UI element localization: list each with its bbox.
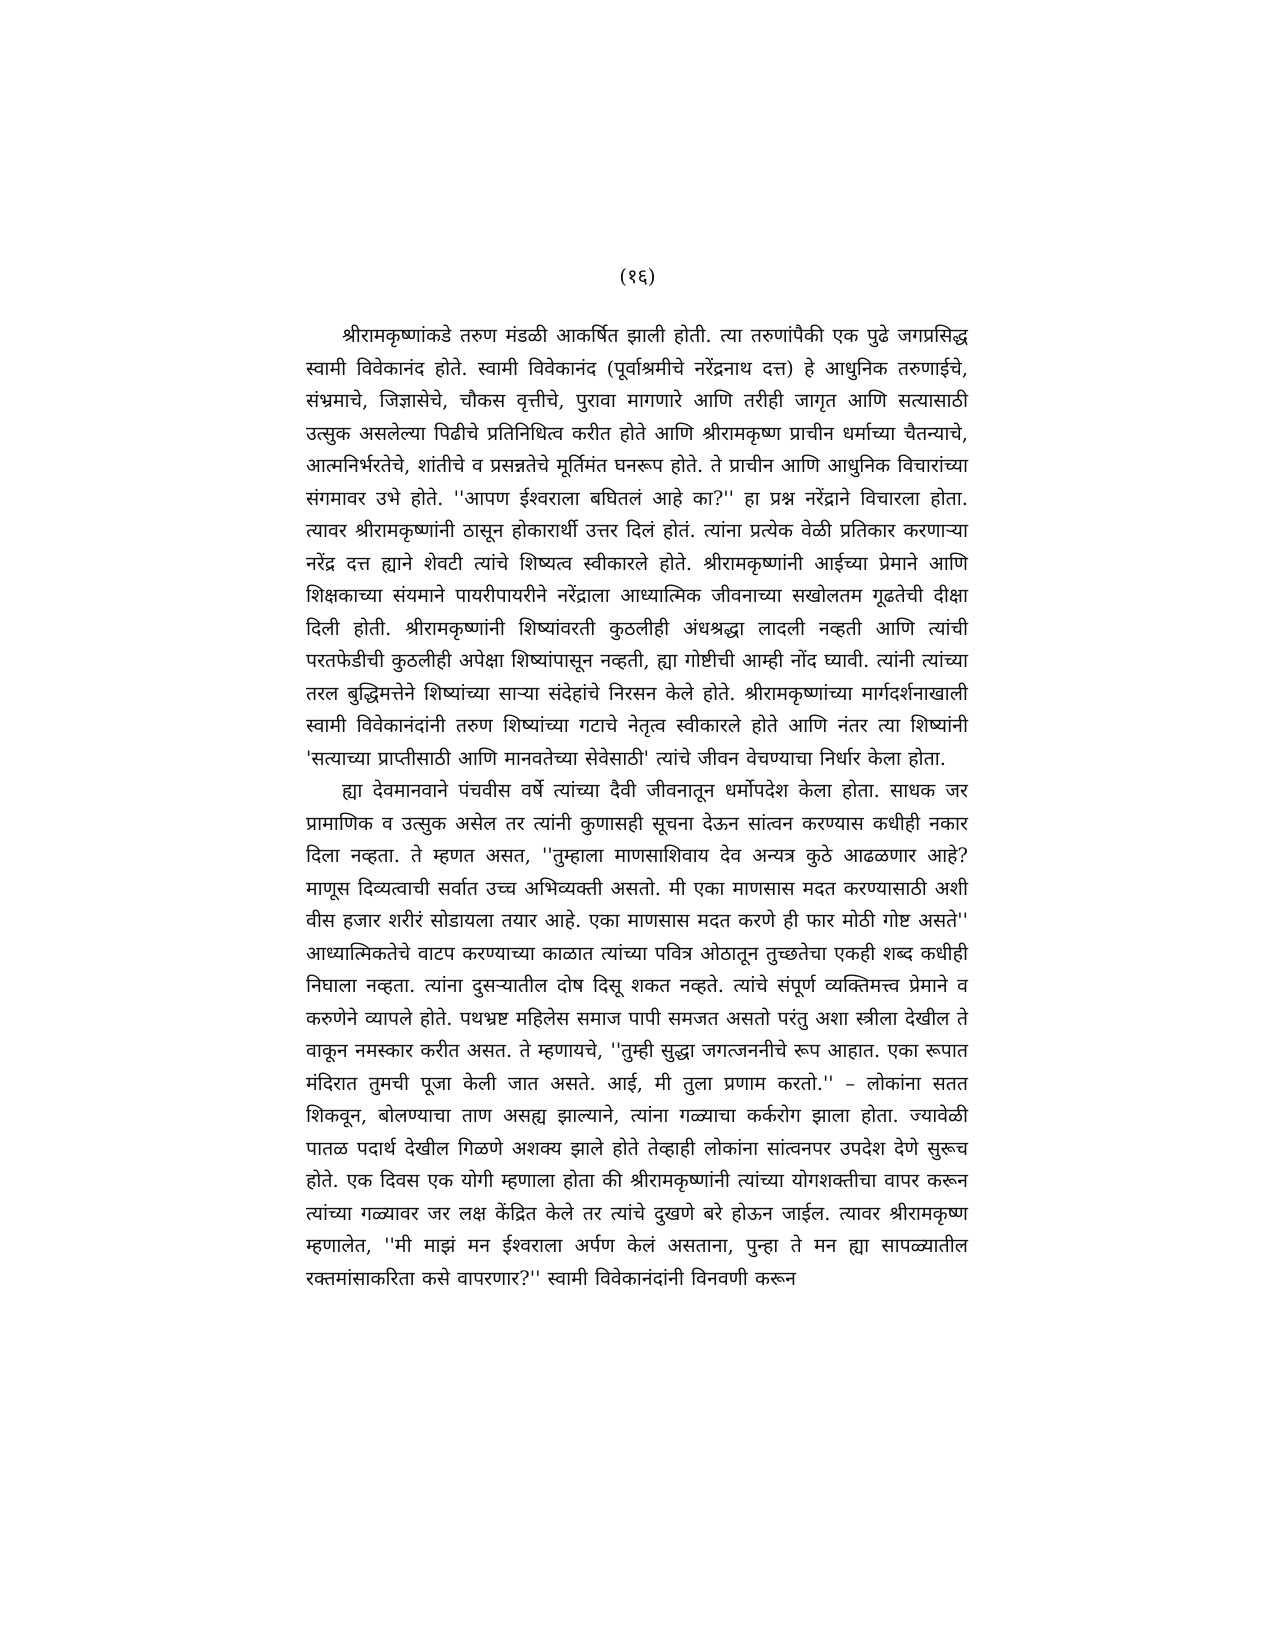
paragraph: श्रीरामकृष्णांकडे तरुण मंडळी आकर्षित झाली होती. त्या तरुणांपैकी एक पुढे जगप्रसिद्ध स्वामी विवेकानंद होते. स्वामी विवेकानंद (पूर्वाश्रमीचे नरेंद्रनाथ दत्त) हे आधुनिक तरुणाईचे, संभ्रमाचे, जिज्ञासेचे, चौकस वृत्तीचे, पुरावा मागणारे आणि तरीही जागृत आणि सत्यासाठी उत्सुक असलेल्या पिढीचे प्रतिनिधित्व करीत होते आणि श्रीरामकृष्ण प्राचीन धर्माच्या चैतन्याचे, आत्मनिर्भरतेचे, शांतीचे व प्रसन्नतेचे मूर्तिमंत घनरूप होते. ते प्राचीन आणि आधुनिक विचारांच्या संगमावर उभे होते. ''आपण ईश्वराला बघितलं आहे का?'' हा प्रश्न नरेंद्राने विचारला होता. त्यावर श्रीरामकृष्णांनी ठासून होकारार्थी उत्तर दिलं होतं. त्यांना प्रत्येक वेळी प्रतिकार करणाऱ्या नरेंद्र दत्त ह्याने शेवटी त्यांचे शिष्यत्व स्वीकारले होते. श्रीरामकृष्णांनी आईच्या प्रेमाने आणि शिक्षकाच्या संयमाने पायरीपायरीने नरेंद्राला आध्यात्मिक जीवनाच्या सखोलतम गूढतेची दीक्षा दिली होती. श्रीरामकृष्णांनी शिष्यांवरती कुठलीही अंधश्रद्धा लादली नव्हती आणि त्यांची परतफेडीची कुठलीही अपेक्षा शिष्यांपासून नव्हती, ह्या गोष्टीची आम्ही नोंद घ्यावी. त्यांनी त्यांच्या तरल बुद्धिमत्तेने शिष्यांच्या साऱ्या संदेहांचे निरसन केले होते. श्रीरामकृष्णांच्या मार्गदर्शनाखाली स्वामी विवेकानंदांनी तरुण शिष्यांच्या गटाचे नेतृत्व स्वीकारले होते आणि नंतर त्या शिष्यांनी 'सत्याच्या प्राप्तीसाठी आणि मानवतेच्या सेवेसाठी' त्यांचे जीवन वेचण्याचा निर्धार केला होता. bbox=[306, 324, 968, 770]
paragraph: ह्या देवमानवाने पंचवीस वर्षे त्यांच्या दैवी जीवनातून धर्मोपदेश केला होता. साधक जर प्रामाणिक व उत्सुक असेल तर त्यांनी कुणासही सूचना देऊन सांत्वन करण्यास कधीही नकार दिला नव्हता. ते म्हणत असत, ''तुम्हाला माणसाशिवाय देव अन्यत्र कुठे आढळणार आहे? माणूस दिव्यत्वाची सर्वात उच्च अभिव्यक्ती असतो. मी एका माणसास मदत करण्यासाठी अशी वीस हजार शरीरं सोडायला तयार आहे. एका माणसास मदत करणे ही फार मोठी गोष्ट असते'' आध्यात्मिकतेचे वाटप करण्याच्या काळात त्यांच्या पवित्र ओठातून तुच्छतेचा एकही शब्द कधीही निघाला नव्हता. त्यांना दुसऱ्यातील दोष दिसू शकत नव्हते. त्यांचे संपूर्ण व्यक्तिमत्त्व प्रेमाने व करुणेने व्यापले होते. पथभ्रष्ट महिलेस समाज पापी समजत असतो परंतु अशा स्त्रीला देखील ते वाकून नमस्कार करीत असत. ते म्हणायचे, ''तुम्ही सुद्धा जगत्जननीचे रूप आहात. एका रूपात मंदिरात तुमची पूजा केली जात असते. आई, मी तुला प्रणाम करतो.'' – लोकांना सतत शिकवून, बोलण्याचा ताण असह्य झाल्याने, त्यांना गळ्याचा कर्करोग झाला होता. ज्यावेळी पातळ पदार्थ देखील गिळणे अशक्य झाले होते तेव्हाही लोकांना सांत्वनपर उपदेश देणे सुरूच होते. एक दिवस एक योगी म्हणाला होता की श्रीरामकृष्णांनी त्यांच्या योगशक्तीचा वापर करून त्यांच्या गळ्यावर जर लक्ष केंद्रित केले तर त्यांचे दुखणे बरे होऊन जाईल. त्यावर श्रीरामकृष्ण म्हणालेत, ''मी माझं मन ईश्वराला अर्पण केलं असताना, पुन्हा ते मन ह्या सापळ्यातील रक्तमांसाकरिता कसे वापरणार?'' स्वामी विवेकानंदांनी विनवणी करून bbox=[306, 779, 968, 1290]
body-text bbox=[306, 320, 968, 1295]
page-number: (१६) bbox=[619, 264, 656, 288]
